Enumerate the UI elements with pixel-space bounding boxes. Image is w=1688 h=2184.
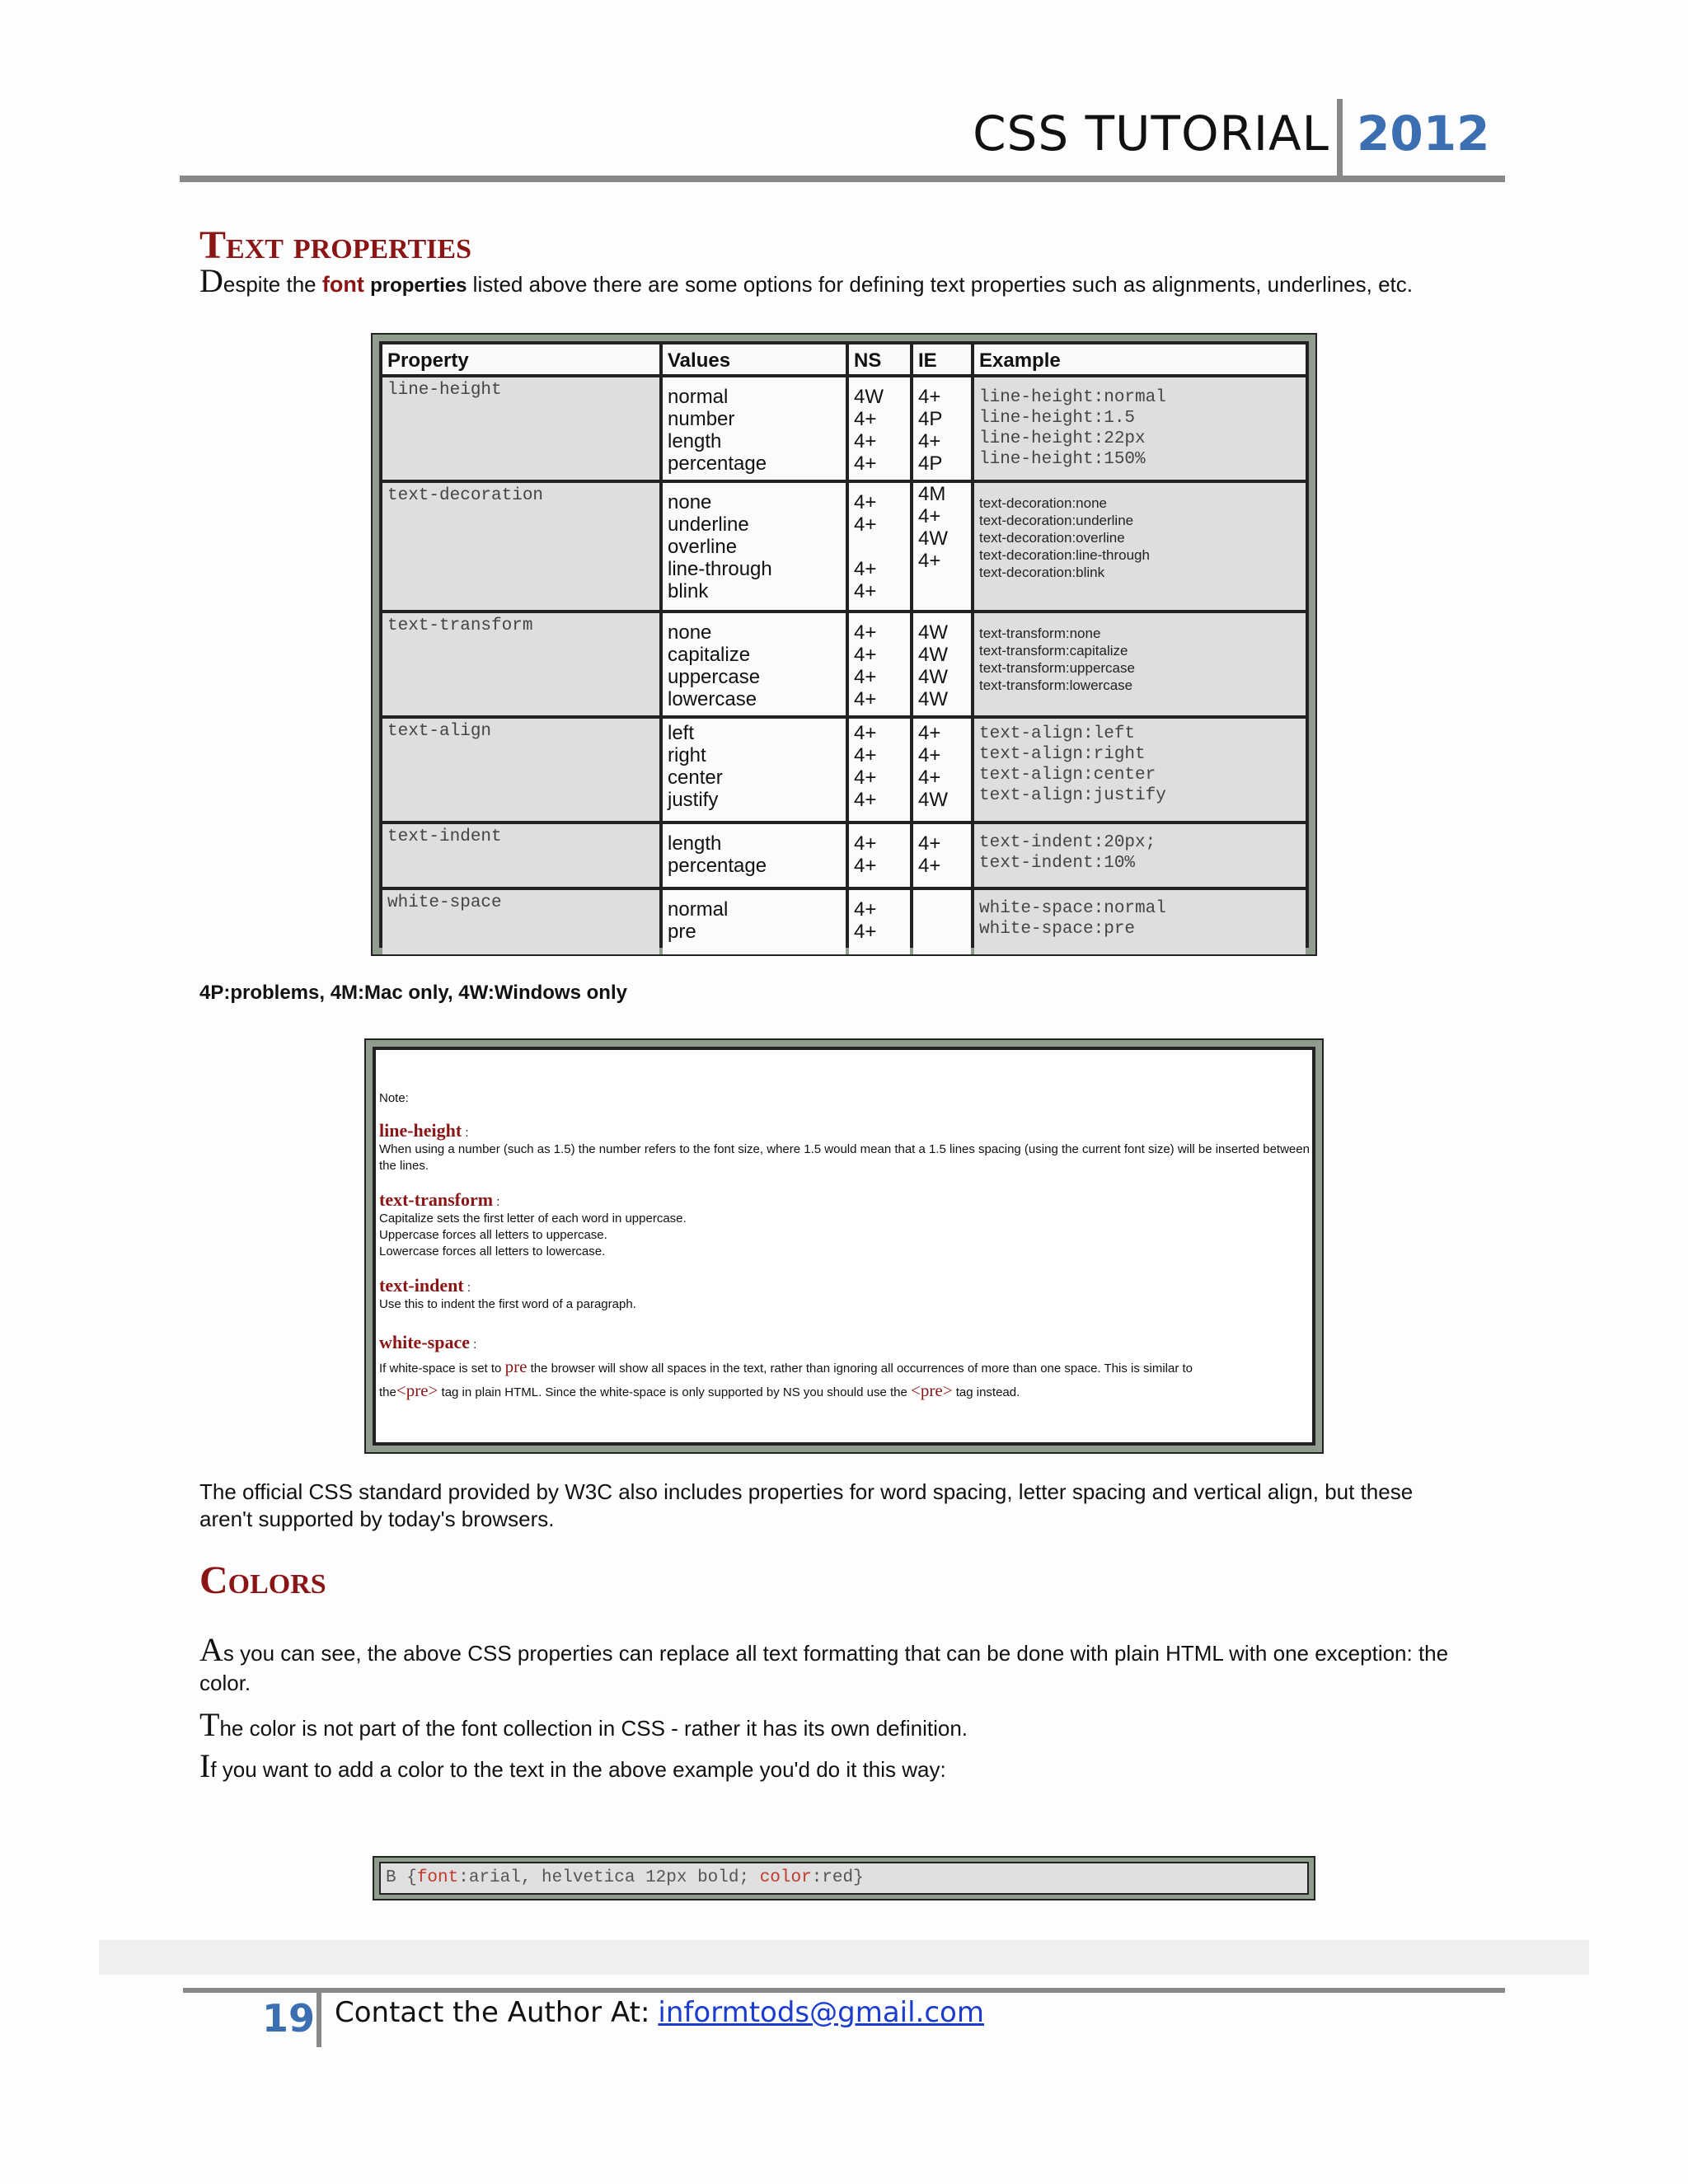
cell-line: justify — [668, 789, 719, 811]
code-example — [381, 1863, 1307, 1893]
intro-paragraph — [199, 262, 1485, 299]
cell-line: left — [668, 722, 695, 744]
table-cell-example — [974, 483, 1306, 610]
note-key-text-transform: text-transform — [379, 1189, 494, 1210]
cell-line: none — [668, 491, 712, 513]
cell-line: percentage — [668, 452, 767, 475]
cell-line: lowercase — [668, 688, 757, 710]
table-cell-example — [974, 613, 1306, 715]
example-line: text-decoration:none — [979, 495, 1107, 511]
cell-line: length — [668, 832, 722, 855]
cell-line: 4+ — [854, 513, 877, 536]
header-rule — [180, 176, 1505, 182]
cell-line: center — [668, 766, 723, 789]
colors-text: he color is not part of the font collection in CSS - rather it has its own definition. — [219, 1716, 968, 1741]
cell-line: number — [668, 408, 735, 430]
cell-line: 4+ — [854, 722, 877, 744]
cell-line: 4+ — [854, 832, 877, 855]
cell-line: 4+ — [854, 855, 877, 877]
example-line: line-height:150% — [979, 450, 1146, 469]
example-line: white-space:normal — [979, 899, 1166, 918]
table-cell-ns — [849, 719, 910, 821]
pre-tag: <pre> — [911, 1380, 953, 1400]
table-cell-ns — [849, 890, 910, 954]
cell-line: 4+ — [854, 621, 877, 644]
example-line: text-indent:10% — [979, 854, 1136, 873]
table-cell-ie — [913, 483, 971, 610]
table-cell-property: text-indent — [382, 824, 659, 887]
example-line: text-align:center — [979, 766, 1156, 785]
table-cell-ns — [849, 824, 910, 887]
example-line: text-align:left — [979, 724, 1136, 743]
drop-cap: D — [199, 262, 223, 299]
cell-line: 4+ — [854, 558, 877, 580]
table-cell-values — [663, 719, 846, 821]
table-header-ns: NS — [849, 344, 910, 374]
note-key-line-height: line-height — [379, 1120, 462, 1141]
table-cell-values — [663, 483, 846, 610]
text-properties-table — [379, 341, 1309, 948]
intro-text-rest: listed above there are some options for defining text properties such as alignments, underlines, etc. — [467, 272, 1413, 297]
example-line: text-transform:uppercase — [979, 660, 1135, 676]
pre-tag: <pre> — [396, 1380, 438, 1400]
note-tt-line: Lowercase forces all letters to lowercase. — [379, 1244, 606, 1258]
table-cell-property: white-space — [382, 890, 659, 954]
note-text-indent: text-indent : Use this to indent the first word of a paragraph. — [379, 1275, 636, 1311]
footer-rule — [183, 1988, 1505, 1993]
cell-line: normal — [668, 898, 729, 921]
cell-line: 4+ — [918, 386, 941, 408]
cell-line: 4+ — [854, 688, 877, 710]
drop-cap: T — [199, 1706, 220, 1743]
cell-line: underline — [668, 513, 749, 536]
cell-line: 4+ — [918, 766, 941, 789]
note-ws-text: If white-space is set to — [379, 1361, 505, 1376]
cell-line: 4+ — [854, 766, 877, 789]
example-line: line-height:22px — [979, 429, 1146, 448]
table-header-values: Values — [663, 344, 846, 374]
cell-line: 4W — [918, 688, 948, 710]
cell-line: 4+ — [854, 408, 877, 430]
cell-line: 4+ — [854, 430, 877, 452]
cell-line: uppercase — [668, 666, 761, 688]
cell-line: pre — [668, 921, 696, 943]
code-token-font: font — [416, 1868, 459, 1887]
cell-line: 4W — [918, 621, 948, 644]
table-cell-example — [974, 377, 1306, 480]
example-line: text-decoration:overline — [979, 530, 1125, 546]
cell-line: 4+ — [854, 491, 877, 513]
intro-text: espite the — [223, 272, 322, 297]
note-white-space: white-space : If white-space is set to pre the browser will show all spaces in the text, rather than ignoring all occurrences of more than one space. This is similar to the<pre> tag in plain HTML. Since the white-space is only supported by NS you should use the <pre> tag instead. — [379, 1332, 1193, 1400]
cell-line: 4+ — [854, 921, 877, 943]
table-cell-example — [974, 890, 1306, 954]
example-line: white-space:pre — [979, 920, 1136, 939]
table-cell-property: line-height — [382, 377, 659, 480]
note-text-transform: text-transform : Capitalize sets the first letter of each word in uppercase. Uppercase forces all letters to uppercase. Lowercase forces all letters to lowercase. — [379, 1189, 687, 1258]
cell-line: 4+ — [918, 722, 941, 744]
footer-divider — [316, 1991, 321, 2047]
cell-line: 4+ — [918, 744, 941, 766]
font-keyword: font — [321, 272, 364, 297]
cell-line: 4+ — [854, 744, 877, 766]
cell-line: 4P — [918, 452, 943, 475]
cell-line: none — [668, 621, 712, 644]
table-cell-example — [974, 719, 1306, 821]
table-cell-values — [663, 824, 846, 887]
note-ws-text: tag in plain HTML. Since the white-space is only supported by NS you should use the — [438, 1385, 912, 1399]
table-cell-ie — [913, 613, 971, 715]
example-line: text-indent:20px; — [979, 833, 1156, 852]
note-line-height: line-height : When using a number (such as 1.5) the number refers to the font size, where 1.5 would mean that a 1.5 lines spacing (using the current font size) will be inserted between the lines. — [379, 1120, 1310, 1173]
example-line: line-height:normal — [979, 388, 1166, 407]
example-line: text-align:justify — [979, 786, 1166, 805]
table-cell-example — [974, 824, 1306, 887]
table-cell-property: text-decoration — [382, 483, 659, 610]
cell-line: 4W — [918, 666, 948, 688]
table-cell-ie — [913, 377, 971, 480]
cell-line: right — [668, 744, 706, 766]
table-legend: 4P:problems, 4M:Mac only, 4W:Windows only — [199, 982, 627, 1004]
note-ws-text: the — [379, 1385, 396, 1399]
cell-line: 4+ — [854, 580, 877, 602]
cell-line: percentage — [668, 855, 767, 877]
document-title: CSS TUTORIAL — [973, 105, 1329, 162]
cell-line: 4+ — [918, 550, 941, 572]
cell-line: overline — [668, 536, 738, 558]
code-token: :arial, helvetica 12px bold; — [458, 1868, 760, 1887]
cell-line: 4+ — [854, 666, 877, 688]
cell-line: length — [668, 430, 722, 452]
table-cell-ns — [849, 377, 910, 480]
table-cell-property: text-transform — [382, 613, 659, 715]
cell-line: normal — [668, 386, 729, 408]
note-tt-line: Capitalize sets the first letter of each word in uppercase. — [379, 1212, 687, 1226]
example-line: text-decoration:underline — [979, 513, 1134, 528]
cell-line: capitalize — [668, 644, 751, 666]
note-key-white-space: white-space — [379, 1332, 470, 1352]
cell-line: 4P — [918, 408, 943, 430]
cell-line: 4W — [918, 644, 948, 666]
cell-line — [854, 536, 905, 558]
table-header-example: Example — [974, 344, 1306, 374]
table-cell-ie — [913, 824, 971, 887]
drop-cap: A — [199, 1631, 223, 1668]
example-line: text-transform:lowercase — [979, 677, 1133, 693]
cell-line: 4+ — [918, 505, 941, 527]
cell-line: 4W — [854, 386, 884, 408]
colors-paragraph-3 — [199, 1747, 1485, 1784]
colors-paragraph-2 — [199, 1706, 1485, 1743]
author-email-link[interactable]: informtods@gmail.com — [658, 1996, 984, 2029]
contact-label: Contact the Author At: — [335, 1996, 650, 2029]
header-divider — [1337, 99, 1343, 178]
section-heading-colors: Colors — [199, 1558, 326, 1602]
code-token: B { — [386, 1868, 417, 1887]
cell-line: 4+ — [854, 789, 877, 811]
example-line: text-align:right — [979, 745, 1146, 764]
cell-line: 4M — [918, 483, 946, 505]
cell-line: 4W — [918, 789, 948, 811]
cell-line: line-through — [668, 558, 772, 580]
note-ti-text: Use this to indent the first word of a paragraph. — [379, 1297, 636, 1311]
example-line: text-transform:capitalize — [979, 643, 1128, 658]
note-key-text-indent: text-indent — [379, 1275, 464, 1296]
colors-paragraph-1 — [199, 1631, 1469, 1698]
cell-line: 4+ — [854, 898, 877, 921]
code-token-color: color — [759, 1868, 812, 1887]
table-cell-values — [663, 890, 846, 954]
cell-line: 4W — [918, 527, 948, 550]
table-cell-ns — [849, 483, 910, 610]
cell-line: 4+ — [918, 430, 941, 452]
table-cell-ie — [913, 719, 971, 821]
footer-contact — [335, 1996, 984, 2029]
cell-line: blink — [668, 580, 709, 602]
w3c-paragraph: The official CSS standard provided by W3C also includes properties for word spacing, letter spacing and vertical align, but these aren't supported by today's browsers. — [199, 1479, 1414, 1531]
page-number: 19 — [262, 1996, 316, 2041]
example-line: line-height:1.5 — [979, 409, 1136, 428]
table-cell-values — [663, 377, 846, 480]
table-cell-property: text-align — [382, 719, 659, 821]
document-year: 2012 — [1357, 105, 1490, 162]
cell-line: 4+ — [918, 832, 941, 855]
note-line-height-text: When using a number (such as 1.5) the number refers to the font size, where 1.5 would mean that a 1.5 lines spacing (using the current font size) will be inserted between the lines. — [379, 1142, 1310, 1173]
code-token: :red} — [811, 1868, 864, 1887]
table-cell-ns — [849, 613, 910, 715]
table-header-property: Property — [382, 344, 659, 374]
note-label: Note: — [379, 1091, 409, 1105]
section-heading-text-properties: Text properties — [199, 223, 471, 267]
cell-line: 4+ — [854, 644, 877, 666]
footer-band — [99, 1940, 1589, 1975]
example-line: text-decoration:blink — [979, 565, 1105, 580]
colors-text: f you want to add a color to the text in the above example you'd do it this way: — [210, 1757, 946, 1782]
cell-line: 4+ — [854, 452, 877, 475]
colors-text: s you can see, the above CSS properties can replace all text formatting that can be done with plain HTML with one exception: the color. — [199, 1641, 1449, 1695]
cell-line: 4+ — [918, 855, 941, 877]
drop-cap: I — [199, 1747, 211, 1784]
note-ws-text: the browser will show all spaces in the text, rather than ignoring all occurrences of more than one space. This is similar to — [527, 1361, 1193, 1376]
pre-keyword: pre — [504, 1357, 528, 1376]
note-ws-text: tag instead. — [952, 1385, 1020, 1399]
example-line: text-transform:none — [979, 626, 1101, 641]
table-header-ie: IE — [913, 344, 971, 374]
properties-keyword: properties — [370, 274, 467, 297]
cell-line — [918, 572, 966, 594]
example-line: text-decoration:line-through — [979, 547, 1150, 563]
note-tt-line: Uppercase forces all letters to uppercase. — [379, 1228, 607, 1242]
table-cell-values — [663, 613, 846, 715]
table-cell-ie — [913, 890, 971, 954]
